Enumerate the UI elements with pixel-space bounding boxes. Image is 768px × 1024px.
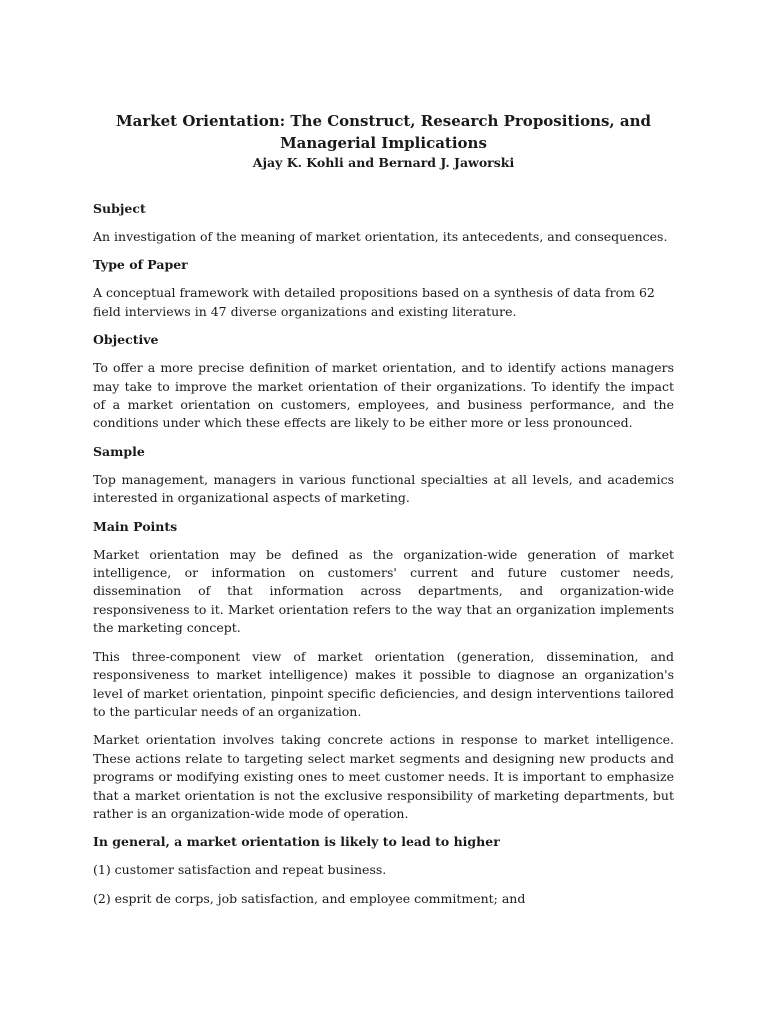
main-points-paragraph: Market orientation may be defined as the organization-wide generation of market intelligence, or information on customers' current and future customer needs, dissemination of that information across departments, and organization-wide responsiveness to it. Market orientation refers to the way that an organization implements the marketing concept.: [93, 546, 674, 636]
main-points-paragraph: Market orientation involves taking concrete actions in response to market intelligence. These actions relate to targeting select market segments and designing new products and programs or modifying existing ones to meet customer needs. It is important to emphasize that a market orientation is not the exclusive responsibility of marketing departments, but rather is an organization-wide mode of operation.: [93, 732, 674, 821]
objective-heading: Objective: [93, 332, 159, 348]
subject-text: An investigation of the meaning of market orientation, its antecedents, and consequences.: [93, 229, 668, 244]
document-title: Market Orientation: The Construct, Research Propositions, and Managerial Implications: [116, 112, 651, 152]
type-of-paper-text: A conceptual framework with detailed propositions based on a synthesis of data from 62 field interviews in 47 diverse organizations and existing literature.: [93, 285, 655, 319]
subject-heading: Subject: [93, 201, 146, 216]
type-of-paper-heading: Type of Paper: [93, 257, 188, 273]
main-points-heading: Main Points: [93, 518, 178, 534]
outcomes-heading: In general, a market orientation is likely to lead to higher: [93, 834, 500, 850]
objective-text: To offer a more precise definition of market orientation, and to identify actions managers may take to improve the market orientation of their organizations. To identify the impact of a market orientation on customers, employees, and business performance, and the conditions under which these effects are likely to be either more or less pronounced.: [93, 360, 674, 431]
outcome-item: (1) customer satisfaction and repeat business.: [93, 862, 387, 878]
main-points-paragraph: This three-component view of market orientation (generation, dissemination, and responsiveness to market intelligence) makes it possible to diagnose an organization's level of market orientation, pinpoint specific deficiencies, and design interventions tailored to the particular needs of an organization.: [93, 648, 674, 719]
sample-text: Top management, managers in various functional specialties at all levels, and academics interested in organizational aspects of marketing.: [93, 471, 674, 506]
document-page: [93, 110, 674, 918]
sample-heading: Sample: [93, 443, 145, 459]
document-authors: Ajay K. Kohli and Bernard J. Jaworski: [252, 155, 515, 170]
outcome-item: (2) esprit de corps, job satisfaction, and employee commitment; and: [93, 890, 526, 906]
